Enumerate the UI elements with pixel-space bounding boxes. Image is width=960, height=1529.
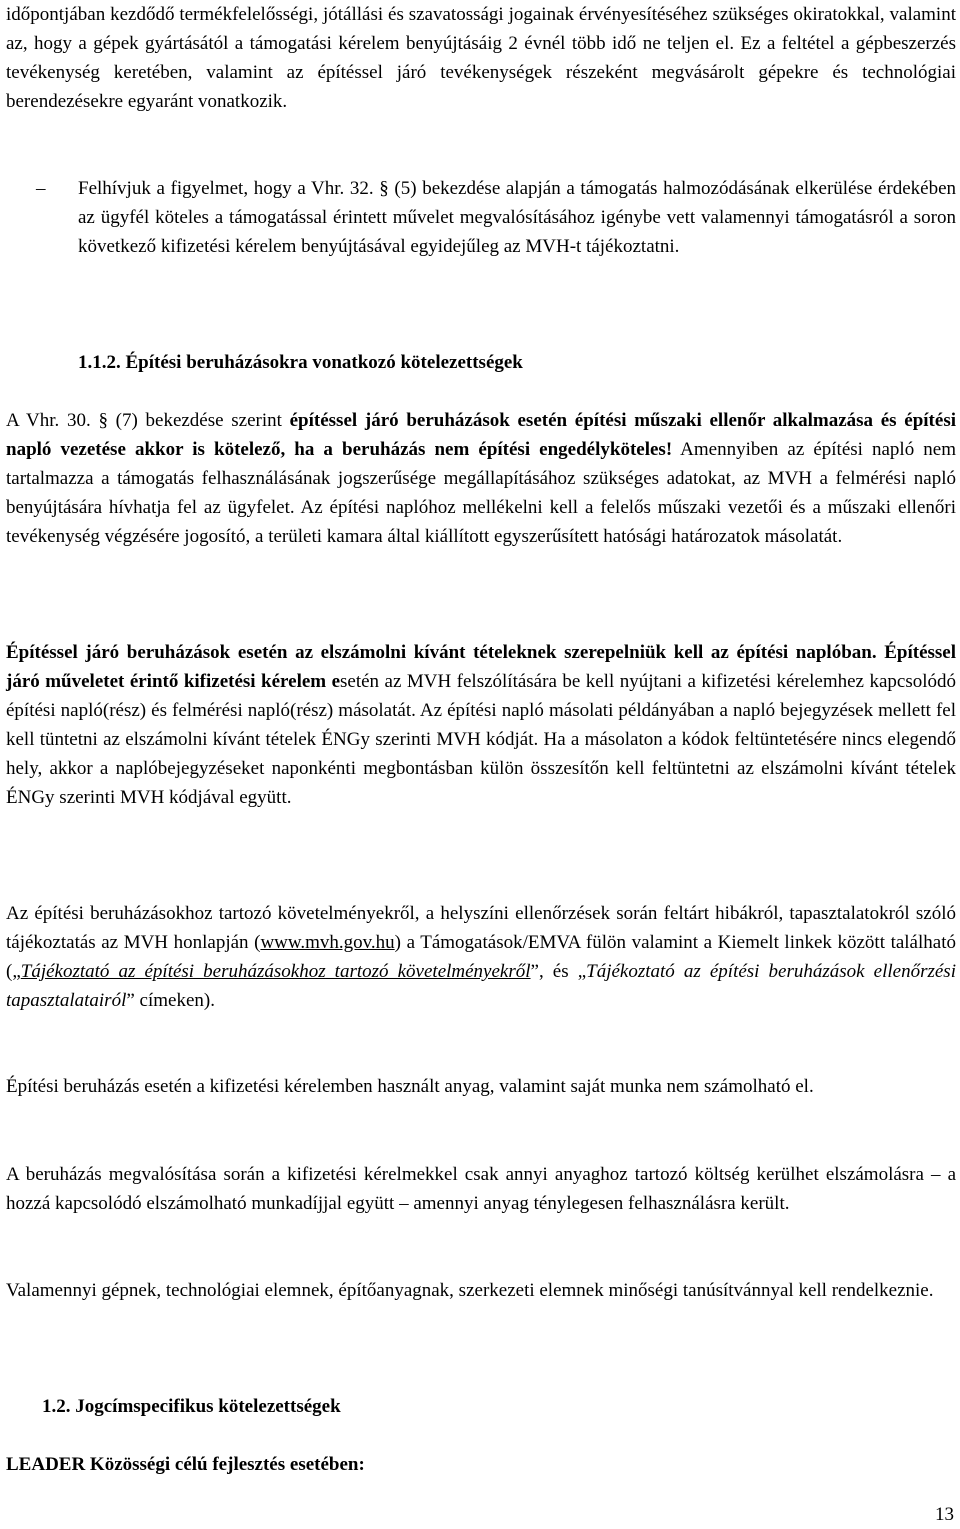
kovetelmeny-text-1: Az építési beruházásokhoz tartozó követelményekről, a helyszíni ellenőrzések során feltárt hibákról, tapasztalatokról szóló tájékoztatás az MVH honlapján (	[6, 903, 956, 953]
bullet-paragraph	[78, 174, 956, 261]
anyag-paragraph	[6, 1160, 956, 1218]
section-heading-1-1-2: 1.1.2. Építési beruházásokra vonatkozó kötelezettségek	[78, 352, 523, 373]
elszamolas-paragraph	[6, 638, 956, 812]
vhr30-bold-text: építéssel járó beruházások esetén építési műszaki ellenőr alkalmazása és építési napló vezetése akkor is kötelező, ha a beruházás nem építési engedélyköteles!	[6, 410, 956, 460]
kovetelmeny-text-3: ”, és „	[530, 961, 587, 982]
kovetelmeny-guide-link[interactable]: Tájékoztató az építési beruházásokhoz tartozó követelményekről	[20, 961, 531, 982]
minoseg-text: Valamennyi gépnek, technológiai elemnek, építőanyagnak, szerkezeti elemnek minőségi tanúsítvánnyal kell rendelkeznie.	[6, 1280, 934, 1301]
kovetelmeny-paragraph	[6, 899, 956, 1015]
anyag-text: A beruházás megvalósítása során a kifizetési kérelmekkel csak annyi anyaghoz tartozó költség kerülhet elszámolásra – a hozzá kapcsolódó elszámolható munkadíjjal együtt – amennyi anyag ténylegesen felhasználásra került.	[6, 1164, 956, 1214]
vhr30-text-1: A Vhr. 30. § (7) bekezdése szerint	[6, 410, 290, 431]
kovetelmeny-text-4: ” címeken).	[126, 990, 215, 1011]
vhr30-paragraph	[6, 406, 956, 551]
elszamolas-bold-text: Építéssel járó beruházások esetén az elszámolni kívánt tételeknek szerepelniük kell az építési naplóban. Építéssel járó műveletet érintő kifizetési kérelem e	[6, 642, 956, 692]
vhr30-text-2: Amennyiben az építési napló nem tartalmazza a támogatás felhasználásának jogszerűsége megállapításához szükséges adatokat, az MVH a felmérési napló benyújtására hívhatja fel az ügyfelet. Az építési naplóhoz mellékelni kell a felelős műszaki vezetői és a műszaki ellenőri tevékenység végzésére jogosító, a területi kamara által kiállított egyszerűsített hatósági határozatok másolatát.	[6, 439, 956, 547]
sajat-munka-text: Építési beruházás esetén a kifizetési kérelemben használt anyag, valamint saját munka nem számolható el.	[6, 1076, 814, 1097]
intro-paragraph	[6, 0, 956, 116]
leader-heading: LEADER Közösségi célú fejlesztés esetében:	[6, 1454, 365, 1475]
minoseg-paragraph	[6, 1276, 956, 1305]
page-number: 13	[935, 1504, 954, 1525]
kovetelmeny-text-2: ) a Támogatások/EMVA fülön valamint a Kiemelt linkek között található („	[6, 932, 956, 982]
section-heading-1-2: 1.2. Jogcímspecifikus kötelezettségek	[42, 1396, 341, 1417]
elszamolas-text: setén az MVH felszólítására be kell nyújtani a kifizetési kérelemhez kapcsolódó építési napló(rész) és felmérési napló(rész) másolatát. Az építési napló másolati példányában a napló bejegyzések mellett fel kell tüntetni az elszámolni kívánt tételek ÉNGy szerinti MVH kódját. Ha a másolaton a kódok feltüntetésére nincs elegendő hely, akkor a naplóbejegyzéseket naponkénti megbontásban külön összesítőn kell feltüntetni az elszámolni kívánt tételek ÉNGy szerinti MVH kódjával együtt.	[6, 671, 956, 808]
intro-text: időpontjában kezdődő termékfelelősségi, jótállási és szavatossági jogainak érvényesítéséhez szükséges okiratokkal, valamint az, hogy a gépek gyártásától a támogatási kérelem benyújtásáig 2 évnél több idő ne teljen el. Ez a feltétel a gépbeszerzés tevékenység keretében, valamint az építéssel járó tevékenységek részeként megvásárolt gépekre és technológiai berendezésekre egyaránt vonatkozik.	[6, 4, 956, 112]
sajat-munka-paragraph	[6, 1072, 956, 1101]
mvh-website-link[interactable]: www.mvh.gov.hu	[260, 932, 395, 953]
bullet-dash: –	[36, 178, 46, 199]
bullet-text: Felhívjuk a figyelmet, hogy a Vhr. 32. § (5) bekezdése alapján a támogatás halmozódásának elkerülése érdekében az ügyfél köteles a támogatással érintett művelet megvalósításához igénybe vett valamennyi támogatásról a soron következő kifizetési kérelem benyújtásával egyidejűleg az MVH-t tájékoztatni.	[78, 178, 956, 257]
ellenorzesi-guide-title: Tájékoztató az építési beruházások ellenőrzési tapasztalatairól	[6, 961, 956, 1011]
